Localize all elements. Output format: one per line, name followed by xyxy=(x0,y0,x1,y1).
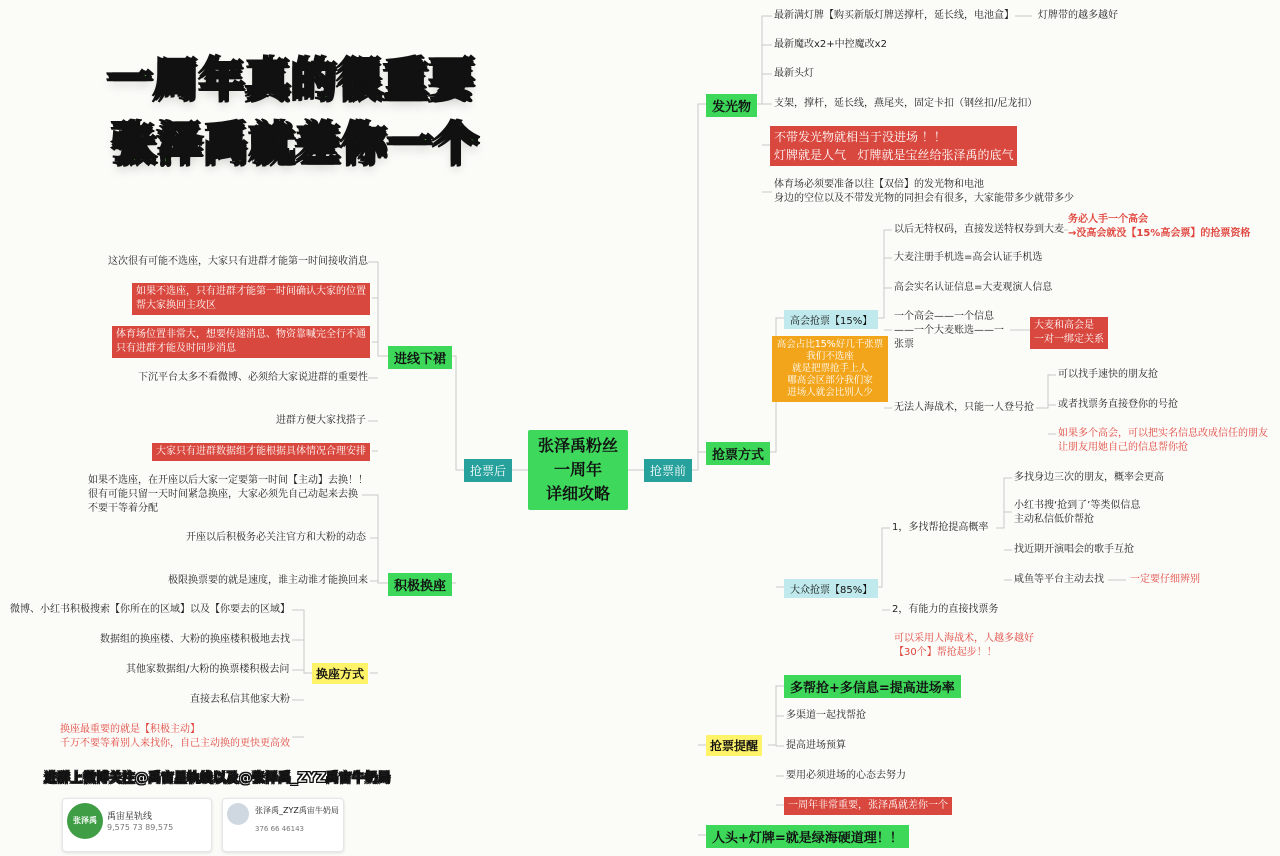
group1-red: 体育场位置非常大，想要传递消息、物资靠喊完全行不通 只有进群才能及时同步消息 xyxy=(112,326,370,358)
glow-item: 支架，撑杆，延长线，燕尾夹，固定卡扣（钢丝扣/尼龙扣） xyxy=(774,98,1038,109)
mass-method-2: 2，有能力的直接找票务 xyxy=(892,604,999,615)
group2-item: 极限换票要的就是速度，谁主动谁才能换回来 xyxy=(168,575,368,586)
branch-remind: 抢票提醒 xyxy=(706,735,762,756)
hub-before: 抢票前 xyxy=(644,459,692,482)
profile-stats: 9,575 73 89,575 xyxy=(107,823,174,832)
remind-item: 多渠道一起找帮抢 xyxy=(786,710,866,721)
remind-red: 一周年非常重要，张泽禹就差你一个 xyxy=(784,797,952,815)
mass-red-note: 一定要仔细辨别 xyxy=(1130,574,1200,585)
branch-join-group: 进线下裙 xyxy=(388,346,452,369)
group2-item: 如果不选座，在开座以后大家一定要第一时间【主动】去换！！ 很有可能只留一天时间紧急换座，大家必须先自己动起来去换 不要干等着分配 xyxy=(88,475,368,514)
bottom-slogan: 人头+灯牌=就是绿海硬道理！！ xyxy=(706,825,909,848)
profile-card-2[interactable] xyxy=(222,798,344,852)
swap-item: 微博、小红书积极搜索【你所在的区域】以及【你要去的区域】 xyxy=(10,604,290,615)
glow-item: 体育场必须要准备以往【双倍】的发光物和电池 身边的空位以及不带发光物的同担会有很多，大家能带多少就带多少 xyxy=(774,179,1074,204)
high-item: 高会实名认证信息=大麦观演人信息 xyxy=(894,282,1053,293)
branch-swap-method: 换座方式 xyxy=(312,663,368,684)
branch-ticket-method: 抢票方式 xyxy=(706,442,770,465)
mass-sub-item: 咸鱼等平台主动去找 xyxy=(1014,574,1104,585)
group1-red: 如果不选座，只有进群才能第一时间确认大家的位置 帮大家换回主攻区 xyxy=(132,283,370,315)
swap-red-note: 换座最重要的就是【积极主动】 千万不要等着别人来找你，自己主动换的更快更高效 xyxy=(60,724,290,749)
mass-sub-item: 小红书搜‘抢到了’等类似信息 主动私信低价帮抢 xyxy=(1014,500,1141,525)
center-topic: 张泽禹粉丝 一周年 详细攻略 xyxy=(528,430,628,510)
high-item: 以后无特权码，直接发送特权券到大麦 xyxy=(894,224,1064,235)
high-item: 一个高会——一个信息 ——一个大麦账选——一 张票 xyxy=(894,311,1004,350)
branch-swap-seat: 积极换座 xyxy=(388,573,452,596)
mass-sub-item: 多找身边三次的朋友，概率会更高 xyxy=(1014,472,1164,483)
mass-ticket: 大众抢票【85%】 xyxy=(784,579,878,598)
high-red-note-1: 务必人手一个高会 →没高会就没【15%高会票】的抢票资格 xyxy=(1068,214,1251,239)
profile-card-1[interactable] xyxy=(62,798,212,852)
branch-glow: 发光物 xyxy=(706,94,757,117)
mass-red-note-2: 可以采用人海战术，人越多越好 【30个】帮抢起步！！ xyxy=(894,633,1034,658)
footer-follow: 进群上微博关注@禹宙星轨线以及@张泽禹_ZYZ禹宙牛奶局 xyxy=(44,771,391,786)
glow-warning: 不带发光物就相当于没进场 ！！ 灯牌就是人气 灯牌就是宝丝给张泽禹的底气 xyxy=(770,126,1017,166)
title-line-1: 一周年真的很重要 xyxy=(108,55,476,106)
high-sub-item-red: 如果多个高会，可以把实名信息改成信任的朋友 让朋友用她自己的信息帮你抢 xyxy=(1058,428,1268,453)
profile-name: 张泽禹_ZYZ禹宙牛奶局 xyxy=(255,806,339,815)
high-red-note-2: 大麦和高会是 一对一绑定关系 xyxy=(1030,317,1108,349)
group1-item: 这次很有可能不选座，大家只有进群才能第一时间接收消息 xyxy=(108,256,368,267)
glow-item: 最新满灯牌【购买新版灯牌送撑杆，延长线，电池盒】 xyxy=(774,10,1014,21)
mass-method-1: 1，多找帮抢提高概率 xyxy=(892,522,989,533)
high-member-ticket: 高会抢票【15%】 xyxy=(784,310,878,329)
high-sub-item: 或者找票务直接登你的号抢 xyxy=(1058,399,1178,410)
hub-after: 抢票后 xyxy=(464,459,512,482)
group2-item: 开座以后积极务必关注官方和大粉的动态 xyxy=(186,532,366,543)
profile-name: 禹宙星轨线 xyxy=(107,812,153,822)
remind-item: 提高进场预算 xyxy=(786,740,846,751)
high-member-note: 高会占比15%好几千张票 我们不选座 就是把票抢手上人 哪高会区部分我们家 进场人就会比别人少 xyxy=(772,336,888,402)
glow-item: 最新魔改x2+中控魔改x2 xyxy=(774,39,887,50)
swap-item: 数据组的换座楼、大粉的换座楼积极地去找 xyxy=(100,634,290,645)
high-item: 大麦注册手机选=高会认证手机选 xyxy=(894,252,1043,263)
avatar xyxy=(227,803,249,825)
high-sub-item: 可以找手速快的朋友抢 xyxy=(1058,369,1158,380)
remind-head: 多帮抢+多信息=提高进场率 xyxy=(784,675,961,698)
title-line-2: 张泽禹就差你一个 xyxy=(112,119,480,170)
profile-stats: 376 66 46143 xyxy=(255,825,304,833)
swap-item: 直接去私信其他家大粉 xyxy=(190,694,290,705)
avatar: 张泽禹 xyxy=(67,803,103,839)
high-item: 无法人海战术，只能一人登号抢 xyxy=(894,402,1034,413)
remind-item: 要用必须进场的心态去努力 xyxy=(786,770,906,781)
group1-item: 下沉平台太多不看微博、必须给大家说进群的重要性 xyxy=(138,372,368,383)
swap-item: 其他家数据组/大粉的换票楼积极去问 xyxy=(126,664,290,675)
glow-item: 最新头灯 xyxy=(774,68,814,79)
glow-side-note: 灯牌带的越多越好 xyxy=(1038,10,1118,21)
group1-red: 大家只有进群数据组才能根据具体情况合理安排 xyxy=(152,443,370,461)
group1-item: 进群方便大家找搭子 xyxy=(276,415,366,426)
mass-sub-item: 找近期开演唱会的歌手互抢 xyxy=(1014,544,1134,555)
